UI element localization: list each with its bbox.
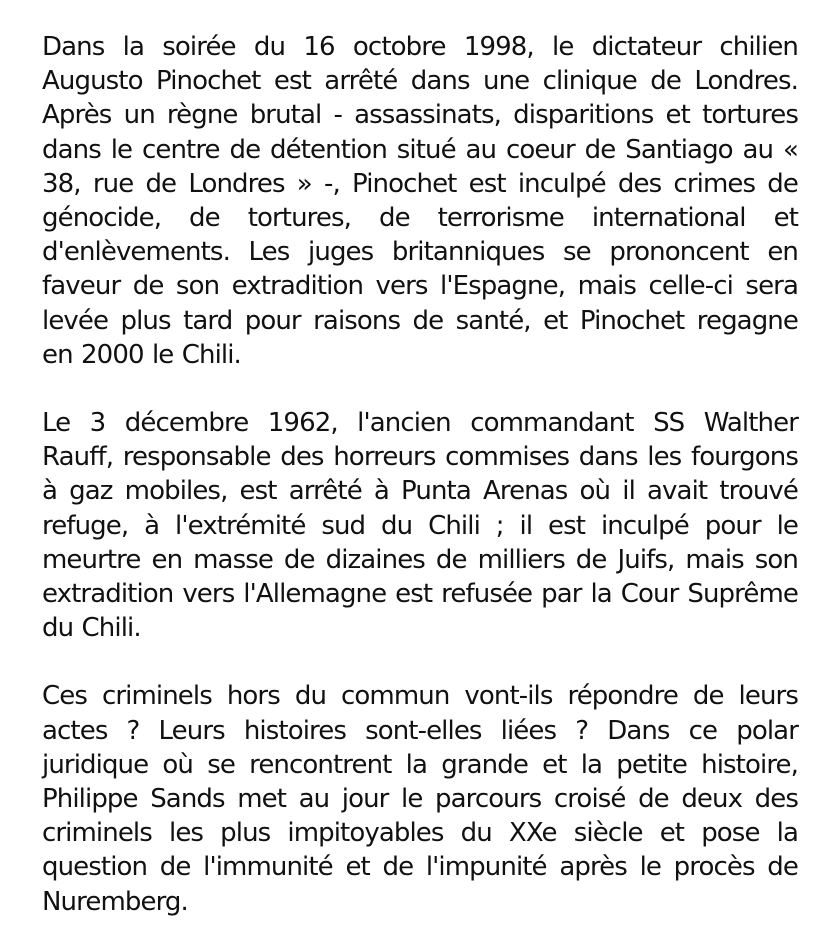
paragraph-pinochet: Dans la soirée du 16 octobre 1998, le dictateur chilien Augusto Pinochet est arrêté dans une clinique de Londres. Après un règne brutal - assassinats, disparitions et tortures dans le centre de détention situé au coeur de Santiago au « 38, rue de Londres » -, Pinochet est inculpé des crimes de génocide, de tortures, de terrorisme international et d'enlèvements. Les juges britanniques se prononcent en faveur de son extradition vers l'Espagne, mais celle-ci sera levée plus tard pour raisons de santé, et Pinochet regagne en 2000 le Chili. — [42, 32, 798, 370]
paragraph-rauff: Le 3 décembre 1962, l'ancien commandant SS Walther Rauff, responsable des horreurs commises dans les fourgons à gaz mobiles, est arrêté à Punta Arenas où il avait trouvé refuge, à l'extrémité sud du Chili ; il est inculpé pour le meurtre en masse de dizaines de milliers de Juifs, mais son extradition vers l'Allemagne est refusée par la Cour Suprême du Chili. — [42, 408, 798, 644]
document-body — [42, 30, 798, 919]
paragraph-conclusion: Ces criminels hors du commun vont-ils répondre de leurs actes ? Leurs histoires sont-elles liées ? Dans ce polar juridique où se rencontrent la grande et la petite histoire, Philippe Sands met au jour le parcours croisé de deux des criminels les plus impitoyables du XXe siècle et pose la question de l'immunité et de l'impunité après le procès de Nuremberg. — [42, 681, 798, 917]
